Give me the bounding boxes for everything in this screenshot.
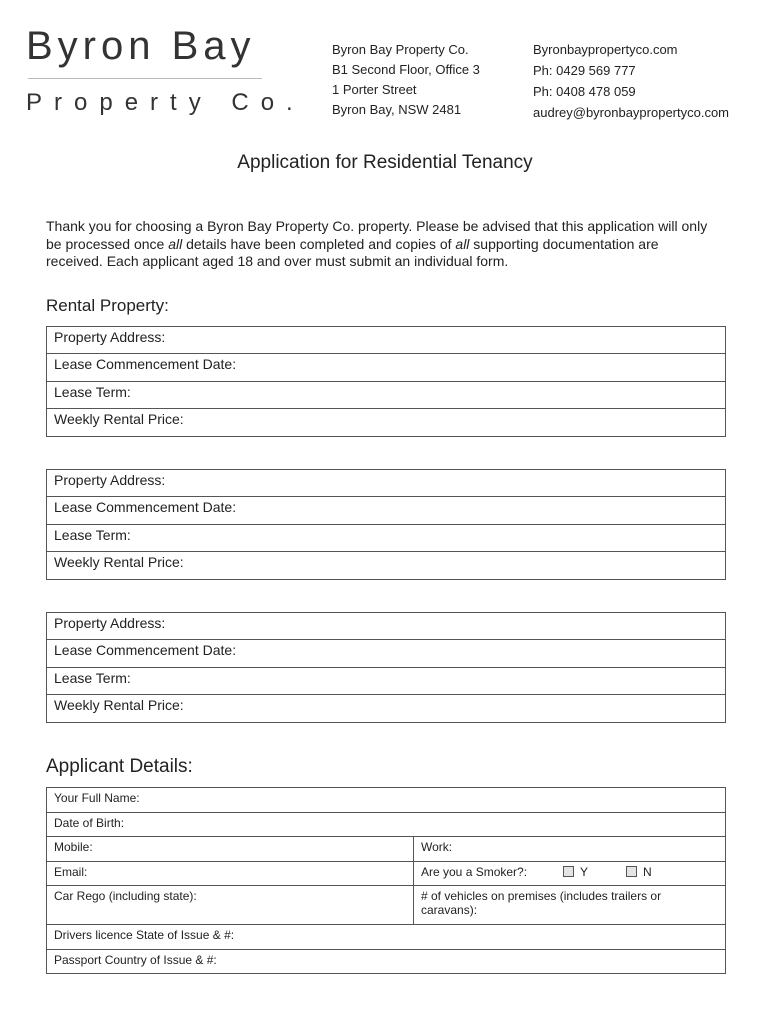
rental-property-table-2 [46, 469, 726, 580]
company-contact [533, 39, 729, 123]
intro-emphasis-1: all [168, 235, 183, 252]
smoker-no-label: N [643, 864, 652, 879]
lease-term-field[interactable]: Lease Term: [47, 668, 725, 695]
drivers-licence-field[interactable]: Drivers licence State of Issue & #: [47, 925, 726, 950]
weekly-rent-field[interactable]: Weekly Rental Price: [54, 696, 184, 713]
lease-commencement-field[interactable]: Lease Commencement Date: [47, 354, 725, 381]
applicant-details-heading: Applicant Details: [46, 756, 193, 777]
rental-property-table-1 [46, 326, 726, 437]
smoker-field [414, 861, 726, 886]
intro-emphasis-2: all [455, 235, 470, 252]
address-line-3: Byron Bay, NSW 2481 [332, 102, 462, 117]
applicant-details-table [46, 787, 726, 974]
full-name-field[interactable]: Your Full Name: [47, 788, 726, 813]
work-phone-field[interactable]: Work: [414, 837, 726, 862]
property-address-field[interactable]: Property Address: [47, 470, 725, 497]
logo-line-2: Property Co. [26, 89, 305, 116]
lease-term-field[interactable]: Lease Term: [47, 525, 725, 552]
smoker-yes-label: Y [580, 864, 589, 879]
mobile-field[interactable]: Mobile: [47, 837, 414, 862]
rental-property-table-3 [46, 612, 726, 723]
website-link[interactable]: Byronbaypropertyco.com [533, 42, 678, 57]
phone-2: Ph: 0408 478 059 [533, 84, 636, 99]
vehicles-count-field[interactable]: # of vehicles on premises (includes trailers or caravans): [414, 886, 726, 925]
property-address-field[interactable]: Property Address: [47, 613, 725, 640]
smoker-yes-option[interactable] [563, 865, 588, 879]
intro-text-3: supporting documentation are received. Each applicant aged 18 and over must submit an individual form. [46, 235, 659, 269]
logo-line-1: Byron Bay [26, 24, 256, 68]
smoker-no-checkbox[interactable] [626, 866, 637, 877]
company-name: Byron Bay Property Co. [332, 42, 469, 57]
email-link[interactable]: audrey@byronbaypropertyco.com [533, 105, 730, 120]
lease-term-field[interactable]: Lease Term: [47, 382, 725, 409]
intro-text-1: Thank you for choosing a Byron Bay Property Co. property. Please be advised that this application will only be processed once [46, 218, 708, 252]
weekly-rent-field[interactable]: Weekly Rental Price: [54, 553, 184, 570]
intro-paragraph [46, 218, 718, 271]
company-logo [26, 24, 305, 117]
rental-property-heading: Rental Property: [46, 296, 169, 315]
car-rego-field[interactable]: Car Rego (including state): [47, 886, 414, 925]
passport-field[interactable]: Passport Country of Issue & #: [47, 949, 726, 974]
smoker-no-option[interactable] [626, 865, 652, 879]
address-line-2: 1 Porter Street [332, 82, 417, 97]
intro-text-2: details have been completed and copies of [182, 235, 456, 252]
document-title: Application for Residential Tenancy [237, 152, 533, 173]
phone-1: Ph: 0429 569 777 [533, 63, 636, 78]
email-field[interactable]: Email: [47, 861, 414, 886]
date-of-birth-field[interactable]: Date of Birth: [47, 812, 726, 837]
company-address [332, 40, 480, 120]
logo-divider [28, 78, 262, 79]
property-address-field[interactable]: Property Address: [47, 327, 725, 354]
lease-commencement-field[interactable]: Lease Commencement Date: [47, 497, 725, 524]
smoker-question: Are you a Smoker?: [421, 864, 528, 879]
weekly-rent-field[interactable]: Weekly Rental Price: [54, 410, 184, 427]
address-line-1: B1 Second Floor, Office 3 [332, 62, 480, 77]
smoker-yes-checkbox[interactable] [563, 866, 574, 877]
lease-commencement-field[interactable]: Lease Commencement Date: [47, 640, 725, 667]
